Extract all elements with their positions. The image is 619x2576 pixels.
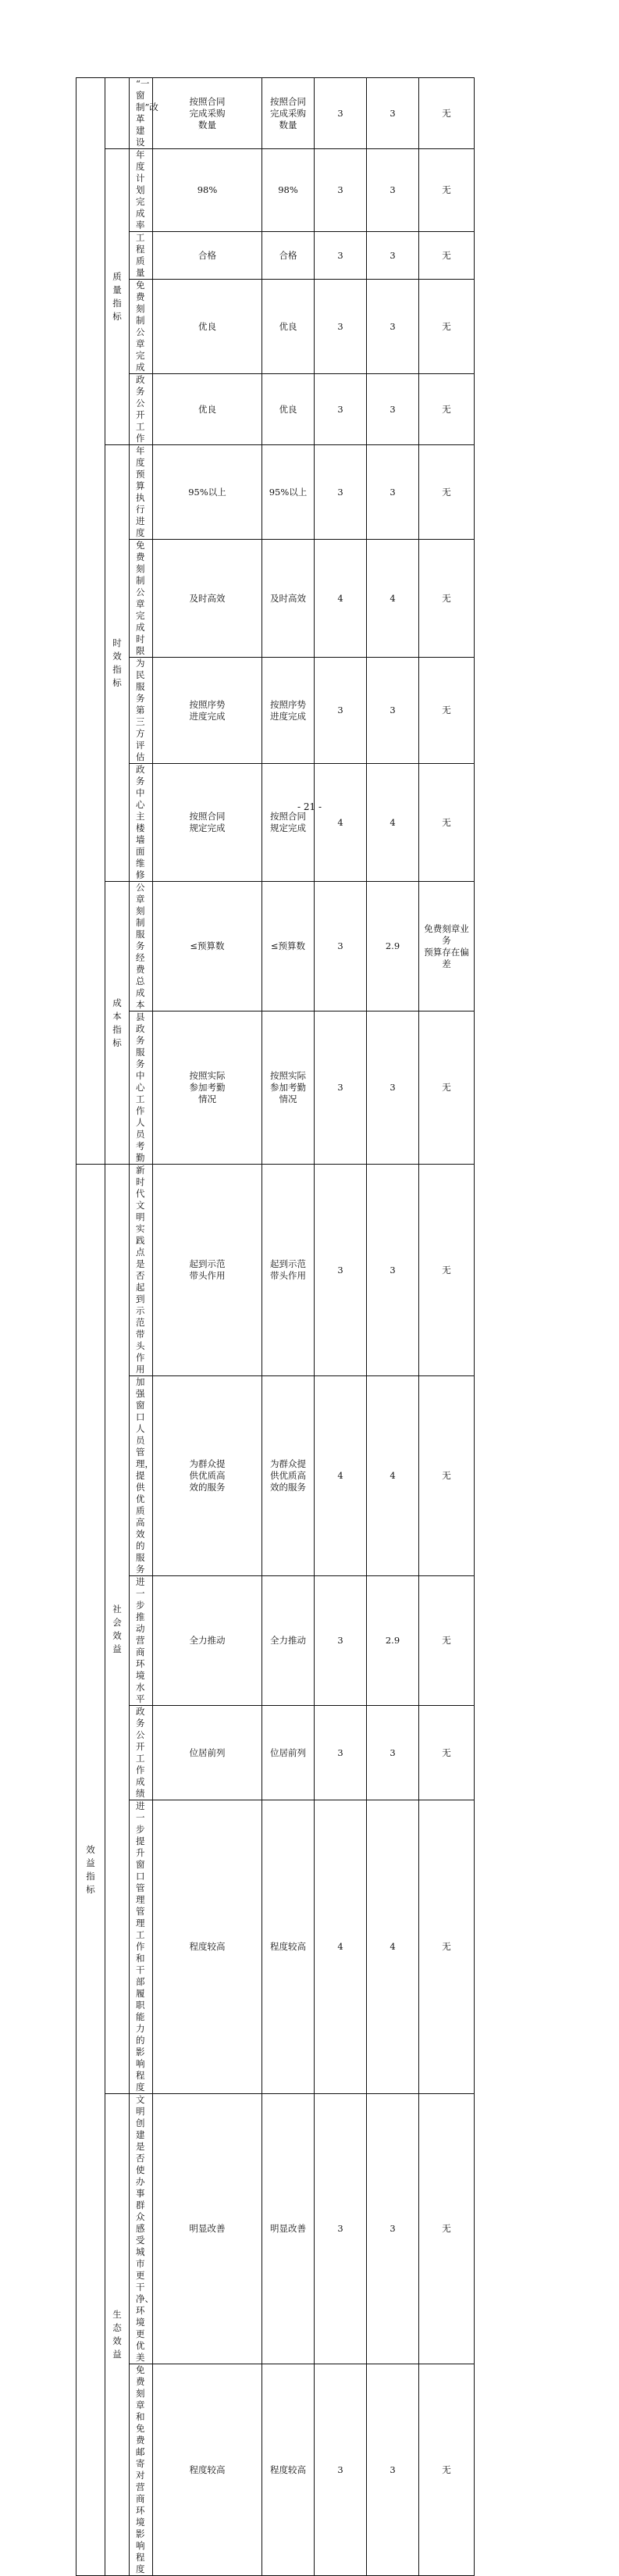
- target-cell: [153, 658, 262, 764]
- indicator-cell: 政务中心主楼墙面维修: [130, 764, 153, 882]
- score-cell: 4: [367, 764, 419, 882]
- cell-line: 按照序势: [270, 698, 306, 710]
- table-row: [76, 658, 545, 764]
- indicator-cell: 免费刻制公章完成时限: [130, 540, 153, 658]
- weight-cell: 3: [315, 149, 367, 232]
- indicator-cell: 为民服务第三方评估: [130, 658, 153, 764]
- note-cell: 无: [419, 658, 475, 764]
- weight-cell: 3: [315, 232, 367, 280]
- weight-cell: 3: [315, 1011, 367, 1165]
- cell-line: 平: [136, 1693, 145, 1704]
- target-cell: [153, 1011, 262, 1165]
- cell-line: 规定完成: [270, 822, 306, 833]
- table-row: [76, 78, 545, 149]
- cell-line: 进一步提升窗口管理管: [136, 1800, 145, 1917]
- target-cell: 及时高效: [153, 540, 262, 658]
- level2-category-cell: [105, 2094, 130, 2576]
- indicator-cell: [130, 2364, 153, 2576]
- cell-line: 规定完成: [189, 822, 226, 833]
- table-row: [76, 540, 545, 658]
- table-row: [76, 374, 545, 445]
- indicator-cell: 政务公开工作: [130, 374, 153, 445]
- cell-line: 文明创建是否使办事群: [136, 2094, 145, 2210]
- note-cell: 无: [419, 232, 475, 280]
- target-cell: 程度较高: [153, 2364, 262, 2576]
- cell-line: 进一步推动营商环境水: [136, 1576, 145, 1693]
- cell-line: 新时代文明实践点是否: [136, 1165, 145, 1281]
- indicator-cell: 政务公开工作成绩: [130, 1706, 153, 1800]
- performance-indicator-table: [76, 77, 545, 2576]
- target-cell: 优良: [153, 280, 262, 374]
- weight-cell: 4: [315, 764, 367, 882]
- cell-line: 免费刻章业务: [424, 922, 469, 946]
- table-row: [76, 1011, 545, 1165]
- target-cell: 明显改善: [153, 2094, 262, 2364]
- table-row: [76, 1576, 545, 1706]
- category-label: 质量指标: [112, 271, 122, 322]
- actual-cell: 95%以上: [262, 445, 315, 540]
- table-row: [76, 232, 545, 280]
- score-cell: 3: [367, 1706, 419, 1800]
- actual-cell: 及时高效: [262, 540, 315, 658]
- cell-line: 境更优美: [136, 2317, 145, 2363]
- cell-line: 效的服务: [270, 1482, 306, 1493]
- target-cell: 优良: [153, 374, 262, 445]
- category-label: 效益指标: [86, 1844, 95, 1895]
- note-cell: 无: [419, 1376, 475, 1576]
- cell-line: 带头作用: [189, 1270, 226, 1281]
- cell-line: 营商环境影响程度: [136, 2481, 145, 2574]
- note-cell: 无: [419, 1011, 475, 1165]
- indicator-cell: [130, 1165, 153, 1376]
- actual-cell: 程度较高: [262, 1800, 315, 2094]
- cell-line: 本: [136, 999, 145, 1010]
- indicator-cell: [130, 1800, 153, 2094]
- level1-category-cell: [76, 78, 105, 1165]
- actual-cell: 明显改善: [262, 2094, 315, 2364]
- actual-cell: ≤预算数: [262, 882, 315, 1011]
- note-cell: 无: [419, 2364, 475, 2576]
- target-cell: ≤预算数: [153, 882, 262, 1011]
- score-cell: 4: [367, 1376, 419, 1576]
- cell-line: 完成采购: [189, 107, 226, 119]
- cell-line: 为群众提: [270, 1458, 306, 1469]
- cell-line: 起到示范: [270, 1258, 306, 1269]
- target-cell: 98%: [153, 149, 262, 232]
- cell-line: 免费刻章和免费邮寄对: [136, 2364, 145, 2481]
- level2-category-cell: [105, 1165, 130, 2094]
- target-cell: 95%以上: [153, 445, 262, 540]
- target-cell: [153, 764, 262, 882]
- score-cell: 4: [367, 540, 419, 658]
- table-row: [76, 149, 545, 232]
- weight-cell: 4: [315, 1376, 367, 1576]
- weight-cell: 3: [315, 280, 367, 374]
- cell-line: 参加考勤: [189, 1082, 226, 1093]
- score-cell: 4: [367, 1800, 419, 2094]
- actual-cell: 优良: [262, 280, 315, 374]
- note-cell: 无: [419, 374, 475, 445]
- level2-category-cell: [105, 149, 130, 445]
- actual-cell: [262, 764, 315, 882]
- score-cell: 3: [367, 149, 419, 232]
- score-cell: 3: [367, 232, 419, 280]
- target-cell: 程度较高: [153, 1800, 262, 2094]
- note-cell: 无: [419, 1165, 475, 1376]
- note-cell: 无: [419, 280, 475, 374]
- table-row: [76, 1165, 545, 1376]
- indicator-cell: 免费刻制公章完成: [130, 280, 153, 374]
- note-cell: 无: [419, 764, 475, 882]
- score-cell: 3: [367, 78, 419, 149]
- weight-cell: 4: [315, 1800, 367, 2094]
- target-cell: 全力推动: [153, 1576, 262, 1706]
- cell-line: 按照合同: [270, 95, 306, 107]
- weight-cell: 3: [315, 78, 367, 149]
- weight-cell: 4: [315, 540, 367, 658]
- cell-line: 供优质高: [189, 1470, 226, 1481]
- cell-line: 情况: [279, 1094, 297, 1104]
- table-row: [76, 882, 545, 1011]
- cell-line: 数量: [279, 119, 297, 130]
- table-row: [76, 1376, 545, 1576]
- indicator-cell: [130, 2094, 153, 2364]
- weight-cell: 3: [315, 2094, 367, 2364]
- level2-category-cell: [105, 445, 130, 882]
- page-number: - 21 -: [297, 801, 322, 812]
- target-cell: [153, 1165, 262, 1376]
- indicator-cell: [130, 1011, 153, 1165]
- level2-category-cell: [105, 78, 130, 149]
- score-cell: 3: [367, 658, 419, 764]
- note-cell: 无: [419, 1800, 475, 2094]
- note-cell: 无: [419, 445, 475, 540]
- note-cell: 无: [419, 149, 475, 232]
- score-cell: 2.9: [367, 1576, 419, 1706]
- indicator-cell: 工程质量: [130, 232, 153, 280]
- actual-cell: 98%: [262, 149, 315, 232]
- target-cell: 位居前列: [153, 1706, 262, 1800]
- cell-line: 众感受城市更干净、环: [136, 2211, 154, 2316]
- weight-cell: 3: [315, 882, 367, 1011]
- weight-cell: 3: [315, 1165, 367, 1376]
- cell-line: 起到示范带头作用: [136, 1282, 145, 1375]
- cell-line: 供优质高效的服务: [136, 1482, 145, 1575]
- actual-cell: 优良: [262, 374, 315, 445]
- actual-cell: 程度较高: [262, 2364, 315, 2576]
- cell-line: 完成采购: [270, 107, 306, 119]
- cell-line: 公章刻制服务经费总成: [136, 882, 145, 998]
- weight-cell: 3: [315, 374, 367, 445]
- table-row: [76, 280, 545, 374]
- score-cell: 3: [367, 445, 419, 540]
- cell-line: 为群众提: [189, 1458, 226, 1469]
- target-cell: 合格: [153, 232, 262, 280]
- indicator-cell: [130, 882, 153, 1011]
- cell-line: 按照合同: [189, 811, 226, 822]
- table-row: [76, 1706, 545, 1800]
- category-label: 社会效益: [112, 1603, 122, 1654]
- target-cell: [153, 1376, 262, 1576]
- indicator-cell: [130, 1576, 153, 1706]
- cell-line: 理工作和干部履职能力: [136, 1918, 145, 2034]
- weight-cell: 3: [315, 1576, 367, 1706]
- cell-line: 数量: [198, 119, 216, 130]
- cell-line: 预算存在偏差: [424, 946, 469, 969]
- score-cell: 3: [367, 1011, 419, 1165]
- cell-line: 情况: [198, 1094, 216, 1104]
- note-cell: 无: [419, 1706, 475, 1800]
- weight-cell: 3: [315, 658, 367, 764]
- actual-cell: [262, 1165, 315, 1376]
- cell-line: 按照序势: [189, 698, 226, 710]
- cell-line: 带头作用: [270, 1270, 306, 1281]
- target-cell: [153, 78, 262, 149]
- note-cell: 无: [419, 2094, 475, 2364]
- cell-line: 进度完成: [189, 710, 226, 722]
- weight-cell: 3: [315, 445, 367, 540]
- table-row: [76, 2364, 545, 2576]
- cell-line: 的影响程度: [136, 2035, 145, 2093]
- category-label: 生态效益: [112, 2309, 122, 2360]
- score-cell: 3: [367, 374, 419, 445]
- actual-cell: [262, 1011, 315, 1165]
- actual-cell: 合格: [262, 232, 315, 280]
- indicator-cell: “一窗制”改革建设: [130, 78, 153, 149]
- actual-cell: [262, 658, 315, 764]
- actual-cell: [262, 1376, 315, 1576]
- cell-line: 县政务服务中心工作人: [136, 1011, 145, 1128]
- note-cell: 无: [419, 78, 475, 149]
- weight-cell: 3: [315, 1706, 367, 1800]
- table-row: [76, 1800, 545, 2094]
- cell-line: 按照合同: [270, 811, 306, 822]
- score-cell: 3: [367, 2094, 419, 2364]
- cell-line: 按照合同: [189, 95, 226, 107]
- score-cell: 3: [367, 1165, 419, 1376]
- category-label: 成本指标: [112, 997, 122, 1048]
- score-cell: 2.9: [367, 882, 419, 1011]
- note-cell: 无: [419, 1576, 475, 1706]
- actual-cell: [262, 78, 315, 149]
- actual-cell: 位居前列: [262, 1706, 315, 1800]
- cell-line: 按照实际: [270, 1070, 306, 1081]
- cell-line: 起到示范: [189, 1258, 226, 1269]
- score-cell: 3: [367, 2364, 419, 2576]
- cell-line: 供优质高: [270, 1470, 306, 1481]
- cell-line: 按照实际: [189, 1070, 226, 1081]
- note-cell: 无: [419, 540, 475, 658]
- level1-category-cell: [76, 1165, 105, 2576]
- category-label: 时效指标: [112, 637, 122, 688]
- cell-line: 参加考勤: [270, 1082, 306, 1093]
- cell-line: 加强窗口人员管理，提: [136, 1376, 154, 1481]
- table-row: [76, 2094, 545, 2364]
- score-cell: 3: [367, 280, 419, 374]
- level2-category-cell: [105, 882, 130, 1165]
- cell-line: 进度完成: [270, 710, 306, 722]
- indicator-cell: 年度计划完成率: [130, 149, 153, 232]
- note-cell: [419, 882, 475, 1011]
- weight-cell: 3: [315, 2364, 367, 2576]
- table-row: [76, 445, 545, 540]
- indicator-cell: [130, 1376, 153, 1576]
- cell-line: 员考勤: [136, 1129, 145, 1163]
- table-row: [76, 764, 545, 882]
- indicator-cell: 年度预算执行进度: [130, 445, 153, 540]
- actual-cell: 全力推动: [262, 1576, 315, 1706]
- cell-line: 效的服务: [189, 1482, 226, 1493]
